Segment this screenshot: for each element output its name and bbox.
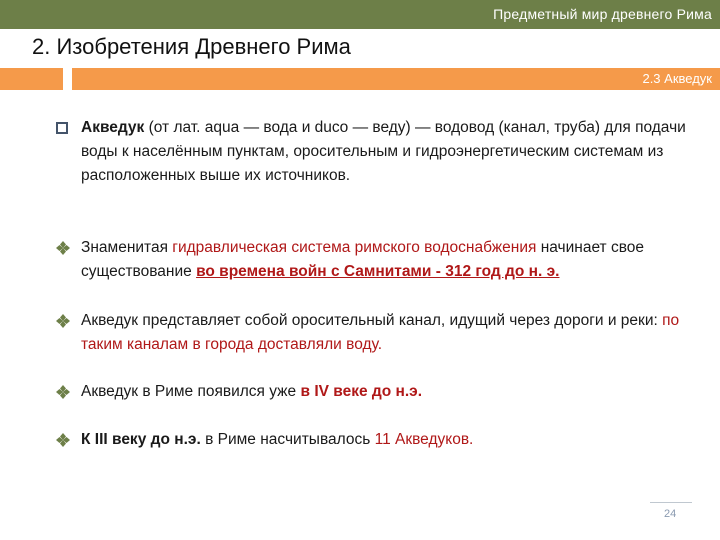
highlight-text: 11 Акведуков. (374, 431, 474, 448)
list-item (56, 428, 706, 452)
list-item-text (81, 236, 706, 284)
top-banner (0, 0, 720, 29)
list-item (56, 309, 706, 357)
page-number: 24 (664, 508, 677, 520)
text-part: Акведук в Риме появился уже (81, 383, 301, 400)
text-part: Знаменитая (81, 239, 173, 256)
highlight-date: К III веку до н.э. (81, 431, 201, 448)
page-title: 2. Изобретения Древнего Рима (32, 34, 351, 59)
top-caption: Предметный мир древнего Рима (493, 6, 712, 22)
list-item-text (81, 309, 706, 357)
accent-bar (72, 68, 720, 90)
list-item-text (81, 380, 706, 404)
highlight-text: по таким каналам в города доставляли воду. (81, 312, 680, 353)
diamond-bullet-icon (56, 314, 70, 328)
highlight-date: во времена войн с Самнитами - 312 год до н. э. (196, 263, 560, 280)
list-item (56, 236, 706, 284)
accent-bar-left (0, 68, 63, 90)
diamond-bullet-icon (56, 241, 70, 255)
highlight-date: в IV веке до н.э. (300, 383, 423, 400)
list-item-text (81, 428, 706, 452)
highlight-text: гидравлическая система римского водоснабжения (172, 239, 537, 256)
checkbox-square-icon (56, 122, 68, 134)
text-part: Акведук представляет собой оросительный канал, идущий через дороги и реки: (81, 312, 663, 329)
list-item (56, 116, 706, 188)
text-part: в Риме насчитывалось (200, 431, 375, 448)
diamond-bullet-icon (56, 433, 70, 447)
diamond-bullet-icon (56, 385, 70, 399)
footer-rule (650, 502, 692, 503)
section-subtitle: 2.3 Акведук (642, 71, 712, 86)
term-highlight: Акведук (81, 119, 145, 136)
definition-text: (от лат. aqua — вода и duco — веду) — водовод (канал, труба) для подачи воды к населённым пунктам, оросительным и гидроэнергетическим системам из расположенных выше их источников. (81, 119, 686, 184)
list-item-text (81, 116, 706, 188)
text-part: начинает свое существование (81, 239, 645, 280)
list-item (56, 380, 706, 404)
